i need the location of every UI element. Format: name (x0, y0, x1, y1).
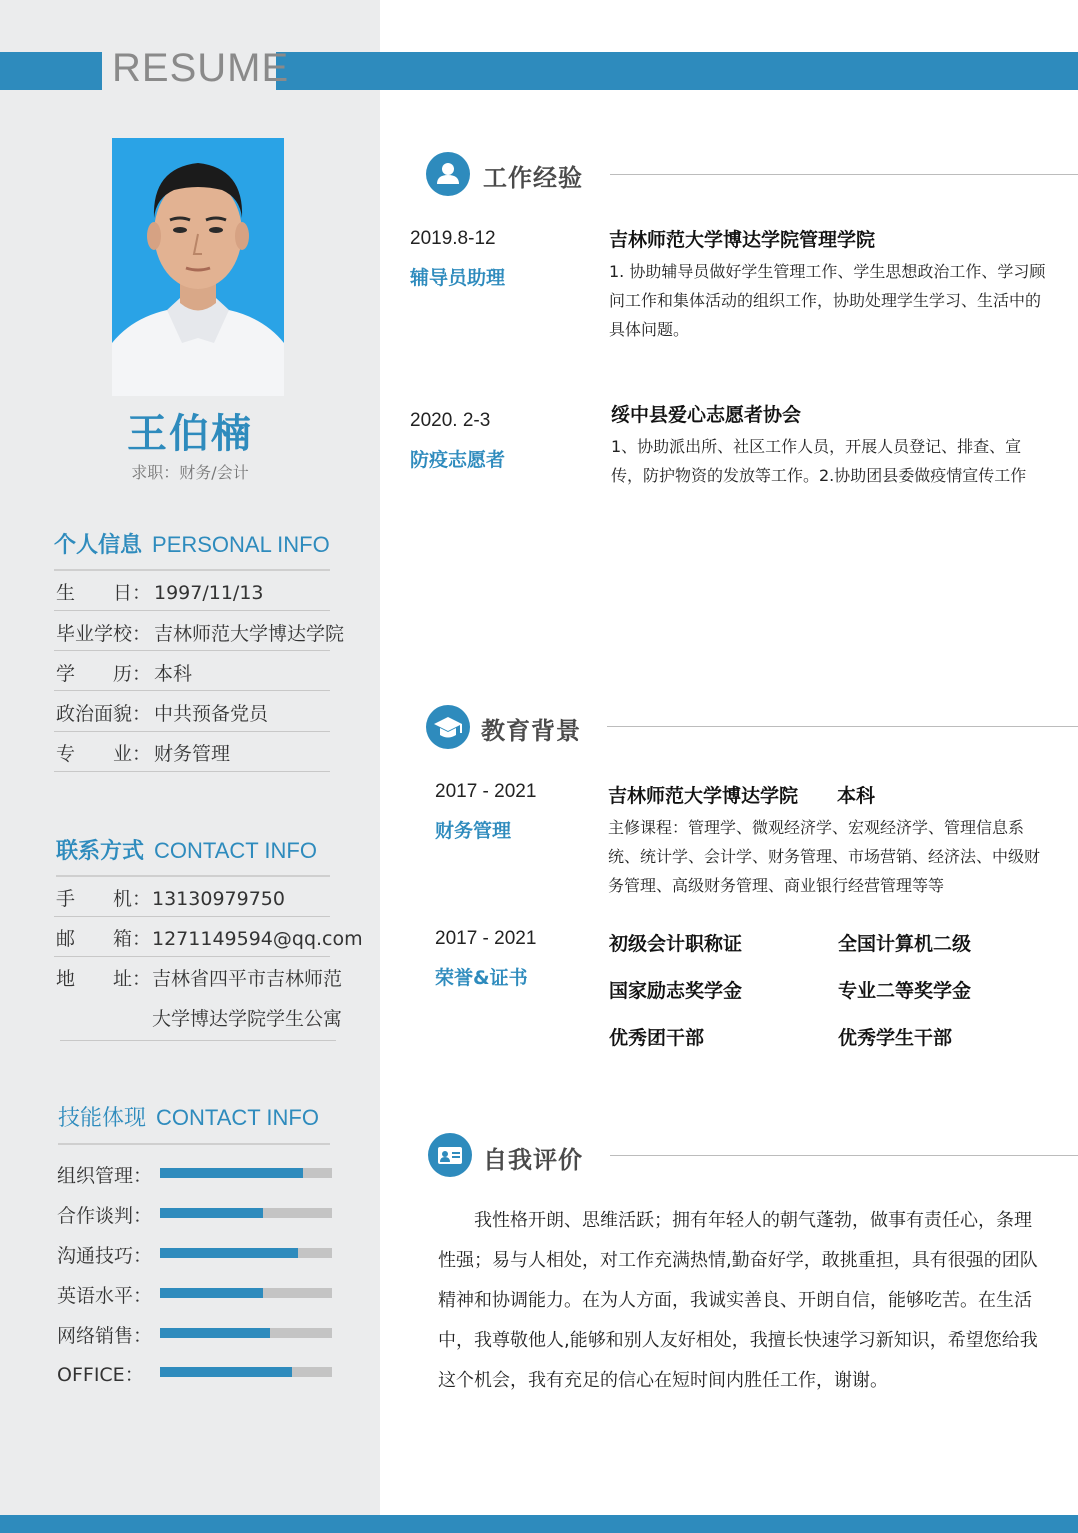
skill-bar (160, 1288, 332, 1298)
graduation-cap-icon (426, 705, 470, 749)
education-courses: 主修课程：管理学、微观经济学、宏观经济学、管理信息系统、统计学、会计学、财务管理、市场营销、经济法、中级财务管理、高级财务管理、商业银行经营管理等等 (608, 818, 1041, 895)
skill-bar (160, 1328, 332, 1338)
section-title-education: 教育背景 (481, 717, 581, 745)
contact-row-email: 邮 箱：1271149594@qq.com (56, 928, 363, 950)
education-school: 吉林师范大学博达学院 (608, 785, 799, 807)
work-org: 绥中县爱心志愿者协会 (611, 404, 802, 426)
skill-label: 组织管理： (57, 1165, 153, 1187)
skill-bar (160, 1248, 332, 1258)
skill-bar-fill (160, 1328, 270, 1338)
honor-item: 国家励志奖学金 (609, 980, 743, 1002)
section-divider (607, 726, 1078, 727)
skill-label: 网络销售： (57, 1325, 153, 1347)
education-degree: 本科 (837, 785, 876, 807)
row-divider (54, 731, 330, 732)
skill-label: 沟通技巧： (57, 1245, 153, 1267)
user-icon (426, 152, 470, 196)
contact-row-phone: 手 机：13130979750 (56, 888, 285, 910)
work-role: 辅导员助理 (410, 267, 506, 289)
work-role: 防疫志愿者 (410, 449, 506, 471)
divider (58, 1143, 330, 1145)
id-card-icon (428, 1133, 472, 1177)
resume-label: RESUME (112, 46, 290, 90)
candidate-name: 王伯楠 (127, 411, 253, 457)
job-target: 求职：财务/会计 (131, 463, 249, 482)
skill-bar (160, 1168, 332, 1178)
info-row-major: 专 业： 财务管理 (56, 743, 231, 765)
divider (56, 875, 330, 877)
honor-item: 全国计算机二级 (838, 933, 972, 955)
skill-bar-fill (160, 1168, 303, 1178)
education-major: 财务管理 (435, 820, 512, 842)
header-bar-right (276, 52, 1078, 90)
personal-info-heading: 个人信息 PERSONAL INFO (54, 532, 330, 558)
divider (54, 569, 330, 571)
header-bar-left (0, 52, 102, 90)
info-row-political: 政治面貌： 中共预备党员 (56, 703, 269, 725)
skill-bar-fill (160, 1248, 298, 1258)
info-row-education: 学 历： 本科 (56, 663, 193, 685)
education-date: 2017 - 2021 (435, 781, 537, 802)
contact-info-heading: 联系方式 CONTACT INFO (56, 838, 317, 864)
skills-heading: 技能体现 CONTACT INFO (58, 1105, 319, 1131)
info-row-birthday: 生 日： 1997/11/13 (56, 582, 264, 604)
skill-bar-fill (160, 1288, 263, 1298)
work-desc: 1. 协助辅导员做好学生管理工作、学生思想政治工作、学习顾问工作和集体活动的组织工作，协助处理学生学习、生活中的具体问题。 (609, 262, 1046, 339)
row-divider (54, 610, 330, 611)
contact-row-address-line2: 大学博达学院学生公寓 (152, 1008, 343, 1030)
skill-label: 英语水平： (57, 1285, 153, 1307)
honors-date: 2017 - 2021 (435, 928, 537, 949)
section-divider (610, 174, 1078, 175)
row-divider (54, 956, 330, 957)
skill-label: OFFICE： (57, 1364, 144, 1386)
row-divider (54, 690, 330, 691)
honor-item: 优秀团干部 (609, 1027, 705, 1049)
row-divider (54, 916, 330, 917)
section-title-work: 工作经验 (483, 164, 583, 192)
honor-item: 优秀学生干部 (838, 1027, 953, 1049)
row-divider (60, 1040, 336, 1041)
section-divider (610, 1155, 1078, 1156)
work-date: 2019.8-12 (410, 228, 496, 249)
honors-label: 荣誉&证书 (435, 967, 528, 989)
work-date: 2020. 2-3 (410, 410, 491, 431)
row-divider (54, 771, 330, 772)
honor-item: 初级会计职称证 (609, 933, 743, 955)
honor-item: 专业二等奖学金 (838, 980, 972, 1002)
footer-bar (0, 1515, 1078, 1533)
info-row-school: 毕业学校： 吉林师范大学博达学院 (56, 623, 345, 645)
section-title-self-eval: 自我评价 (483, 1146, 583, 1174)
self-eval-text: 我性格开朗、思维活跃；拥有年轻人的朝气蓬勃，做事有责任心，条理性强；易与人相处，对工作充满热情,勤奋好学，敢挑重担，具有很强的团队精神和协调能力。在为人方面，我诚实善良、开朗自信，能够吃苦。在生活中，我尊敬他人,能够和别人友好相处，我擅长快速学习新知识，希望您给我这个机会，我有充足的信心在短时间内胜任工作，谢谢。 (438, 1210, 1038, 1391)
skill-label: 合作谈判： (57, 1205, 153, 1227)
work-org: 吉林师范大学博达学院管理学院 (609, 229, 876, 251)
profile-photo (112, 138, 284, 396)
skill-bar-fill (160, 1208, 263, 1218)
skill-bar-fill (160, 1367, 292, 1377)
skill-bar (160, 1367, 332, 1377)
contact-row-address: 地 址：吉林省四平市吉林师范 (56, 968, 343, 990)
row-divider (54, 650, 330, 651)
work-desc: 1、协助派出所、社区工作人员，开展人员登记、排查、宣传，防护物资的发放等工作。2.协助团县委做疫情宣传工作 (611, 437, 1027, 485)
skill-bar (160, 1208, 332, 1218)
